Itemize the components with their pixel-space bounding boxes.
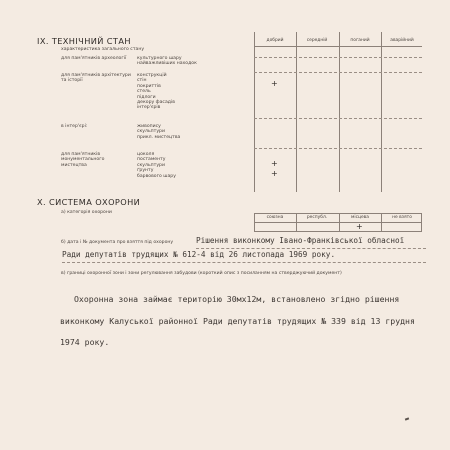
decision-underline-1 bbox=[196, 248, 426, 249]
protection-category-label: а) категорія охорони bbox=[61, 210, 112, 215]
decision-text-line-1: Рішення виконкому Івано-Франківської обласної bbox=[196, 236, 405, 245]
col-header-medium: середній bbox=[306, 38, 328, 43]
decision-label: б) дата і № документа про взяття під охорону bbox=[61, 240, 174, 245]
zone-text-line-1: Охоронна зона займає територію 30мх12м, встановлено згідно рішення bbox=[74, 294, 400, 304]
decision-underline-2 bbox=[62, 262, 426, 263]
zone-text-line-3: 1974 року. bbox=[60, 337, 110, 347]
col-header-good: добрий bbox=[266, 38, 284, 43]
archaeology-label: для пам'ятників археології bbox=[61, 56, 127, 61]
general-condition-label: характеристика загального стану bbox=[61, 47, 145, 52]
ink-mark bbox=[405, 417, 409, 420]
category-local-mark: + bbox=[356, 222, 363, 231]
col-header-poor: поганий bbox=[350, 38, 370, 43]
category-republic: республ. bbox=[306, 215, 328, 220]
section-10-title: X. СИСТЕМА ОХОРОНИ bbox=[37, 197, 141, 207]
archaeology-items: культурного шару найважливіших находок bbox=[137, 56, 197, 67]
architecture-items: конструкцій стін покриттів стель підлоги декору фасадів інтер'єрів bbox=[137, 73, 175, 111]
zone-text-line-2: виконкому Калуської районної Ради депутатів трудящих № 339 від 13 грудня bbox=[60, 316, 415, 326]
col-header-emergency: аварійний bbox=[390, 38, 414, 43]
architecture-good-mark: + bbox=[271, 79, 278, 88]
monument-items: цоколя постаменту скульптури ґрунту барвового шару bbox=[137, 152, 176, 179]
monument-label: для пам'ятників монументального мистецтва bbox=[61, 152, 105, 168]
section-9-title: IX. ТЕХНІЧНИЙ СТАН bbox=[37, 36, 131, 46]
monument-good-mark-1: + bbox=[271, 159, 278, 168]
interior-items: живопису скульптури прикл. мистецтва bbox=[137, 124, 181, 140]
category-union: союзна bbox=[266, 215, 284, 220]
monument-good-mark-2: + bbox=[271, 169, 278, 178]
architecture-label: для пам'ятників архітектури та історії bbox=[61, 73, 131, 84]
category-not-taken: не взято bbox=[392, 215, 412, 220]
category-local: місцева bbox=[351, 215, 369, 220]
interior-label: в інтер'єрі: bbox=[61, 124, 88, 129]
decision-text-line-2: Ради депутатів трудящих № 612-4 від 26 листопада 1969 року. bbox=[62, 250, 336, 259]
zone-label: в) границі охоронної зони і зони регулювання забудови (короткий опис з посиланням на стверджуючий документ) bbox=[61, 271, 342, 276]
